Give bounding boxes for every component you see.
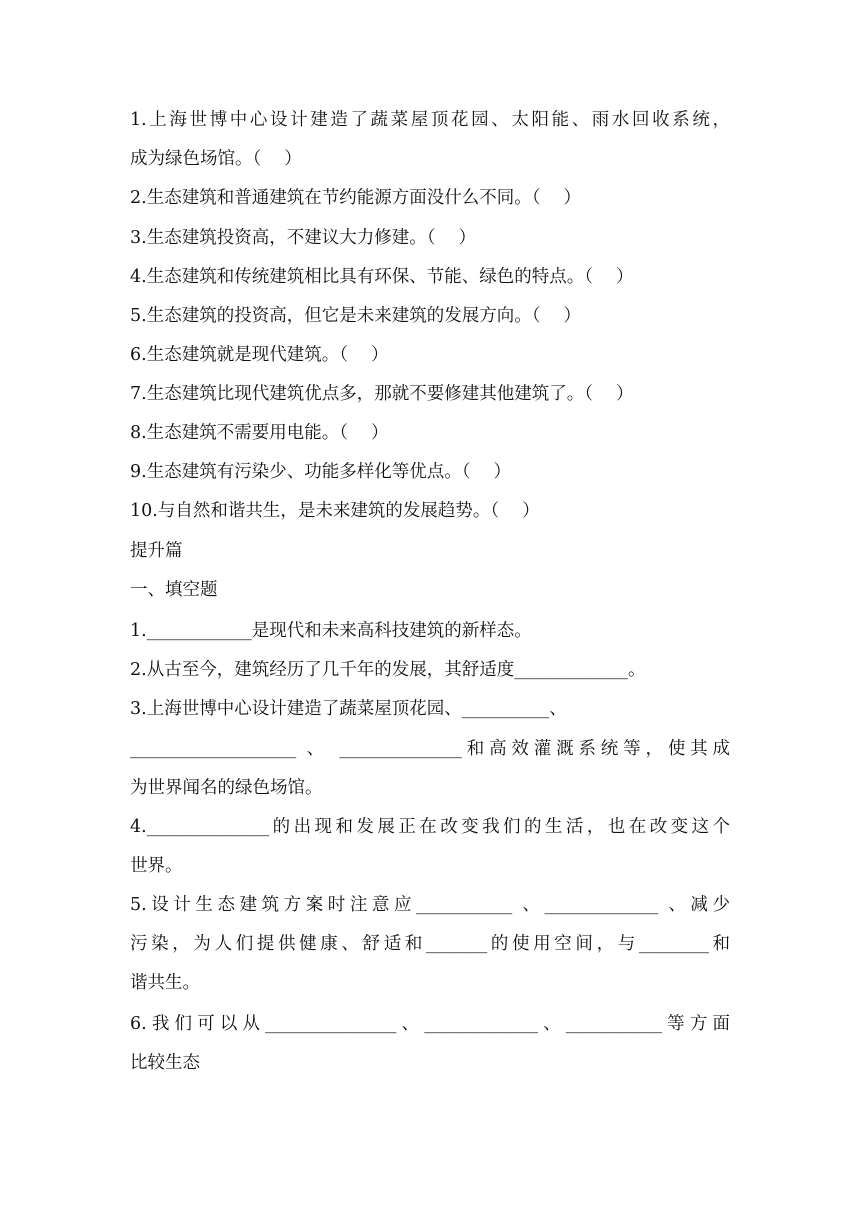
section-title: 提升篇: [130, 541, 183, 561]
question-9: 9.生态建筑有污染少、功能多样化等优点。（ ）: [130, 462, 512, 482]
question-1-line-2: 成为绿色场馆。（ ）: [130, 149, 302, 169]
section-heading: 一、填空题: [130, 580, 218, 600]
question-3: 3.生态建筑投资高，不建议大力修建。（ ）: [130, 228, 477, 248]
fill-question-3-line-1: 3.上海世博中心设计建造了蔬菜屋顶花园、__________、: [130, 699, 567, 719]
question-8: 8.生态建筑不需要用电能。（ ）: [130, 423, 389, 443]
fill-question-2: 2.从古至今，建筑经历了几千年的发展，其舒适度_____________。: [130, 660, 646, 680]
fill-question-1: 1.____________是现代和未来高科技建筑的新样态。: [130, 621, 532, 641]
fill-question-5-line-2: 污染，为人们提供健康、舒适和_______的使用空间，与________和: [130, 934, 730, 954]
question-1-line-1: 1.上海世博中心设计建造了蔬菜屋顶花园、太阳能、雨水回收系统，: [130, 110, 730, 130]
question-5: 5.生态建筑的投资高，但它是未来建筑的发展方向。（ ）: [130, 306, 582, 326]
fill-question-5-line-3: 谐共生。: [130, 973, 200, 993]
fill-question-6-line-1: 6.我们可以从_______________、_____________、___________等方面: [130, 1014, 730, 1034]
fill-question-4-line-1: 4.______________的出现和发展正在改变我们的生活，也在改变这个: [130, 817, 730, 837]
question-10: 10.与自然和谐共生，是未来建筑的发展趋势。（ ）: [130, 501, 540, 521]
question-4: 4.生态建筑和传统建筑相比具有环保、节能、绿色的特点。（ ）: [130, 267, 634, 287]
fill-question-4-line-2: 世界。: [130, 856, 183, 876]
fill-question-3-line-2: ___________________ 、 ______________和高效灌溉系统等，使其成: [130, 739, 730, 759]
question-6: 6.生态建筑就是现代建筑。（ ）: [130, 345, 389, 365]
fill-question-6-line-2: 比较生态: [130, 1053, 200, 1073]
fill-question-5-line-1: 5.设计生态建筑方案时注意应___________ 、_____________ 、减少: [130, 895, 730, 915]
question-2: 2.生态建筑和普通建筑在节约能源方面没什么不同。（ ）: [130, 188, 582, 208]
fill-question-3-line-3: 为世界闻名的绿色场馆。: [130, 778, 323, 798]
question-7: 7.生态建筑比现代建筑优点多，那就不要修建其他建筑了。（ ）: [130, 384, 634, 404]
